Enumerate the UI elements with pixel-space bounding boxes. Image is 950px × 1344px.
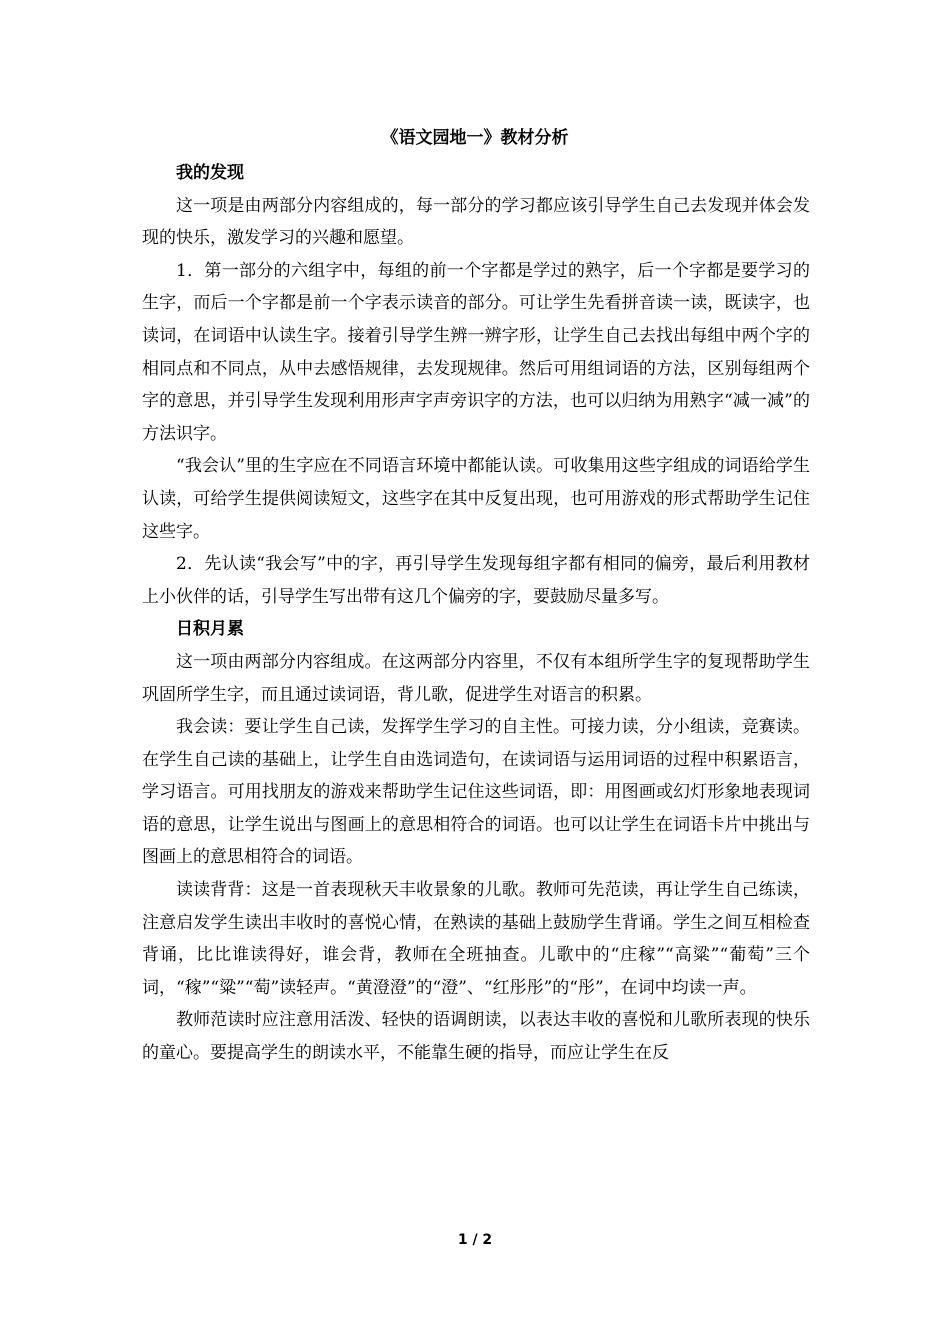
document-body	[142, 157, 810, 1070]
paragraph: 1．第一部分的六组字中，每组的前一个字都是学过的熟字，后一个字都是要学习的生字，而后一个字都是前一个字表示读音的部分。可让学生先看拼音读一读，既读字，也读词，在词语中认读生字。接着引导学生辨一辨字形，让学生自己去找出每组中两个字的相同点和不同点，从中去感悟规律，去发现规律。然后可用组词语的方法，区别每组两个字的意思，并引导学生发现利用形声字声旁识字的方法，也可以归纳为用熟字“减一减”的方法识字。	[142, 260, 810, 444]
section-daily-accumulation	[142, 613, 810, 1069]
section-heading: 我的发现	[176, 163, 244, 183]
page-number: 1 / 2	[457, 1232, 493, 1248]
paragraph: 读读背背：这是一首表现秋天丰收景象的儿歌。教师可先范读，再让学生自己练读，注意启发学生读出丰收时的喜悦心情，在熟读的基础上鼓励学生背诵。学生之间互相检查背诵，比比谁读得好，谁会背，教师在全班抽查。儿歌中的“庄稼”“高粱”“葡萄”三个词，“稼”“粱”“萄”读轻声。“黄澄澄”的“澄”、“红彤彤”的“彤”，在词中均读一声。	[142, 880, 810, 998]
paragraph: 教师范读时应注意用活泼、轻快的语调朗读，以表达丰收的喜悦和儿歌所表现的快乐的童心。要提高学生的朗读水平，不能靠生硬的指导，而应让学生在反	[142, 1010, 810, 1064]
section-heading: 日积月累	[176, 619, 244, 640]
paragraph: 我会读：要让学生自己读，发挥学生学习的自主性。可接力读，分小组读，竞赛读。在学生自己读的基础上，让学生自由选词造句，在读词语与运用词语的过程中积累语言，学习语言。可用找朋友的游戏来帮助学生记住这些词语，即：用图画或幻灯形象地表现词语的意思，让学生说出与图画上的意思相符合的词语。也可以让学生在词语卡片中挑出与图画上的意思相符合的词语。	[142, 717, 810, 868]
paragraph: 这一项是由两部分内容组成的，每一部分的学习都应该引导学生自己去发现并体会发现的快乐，激发学习的兴趣和愿望。	[142, 195, 810, 249]
document-title: 《语文园地一》教材分析	[381, 128, 569, 148]
paragraph: “我会认”里的生字应在不同语言环境中都能认读。可收集用这些字组成的词语给学生认读，可给学生提供阅读短文，这些字在其中反复出现，也可用游戏的形式帮助学生记住这些字。	[142, 456, 810, 542]
paragraph: 这一项由两部分内容组成。在这两部分内容里，不仅有本组所学生字的复现帮助学生巩固所学生字，而且通过读词语，背儿歌，促进学生对语言的积累。	[142, 651, 810, 705]
paragraph: 2．先认读“我会写”中的字，再引导学生发现每组字都有相同的偏旁，最后利用教材上小伙伴的话，引导学生写出带有这几个偏旁的字，要鼓励尽量多写。	[142, 554, 810, 607]
section-my-discovery	[142, 157, 810, 613]
